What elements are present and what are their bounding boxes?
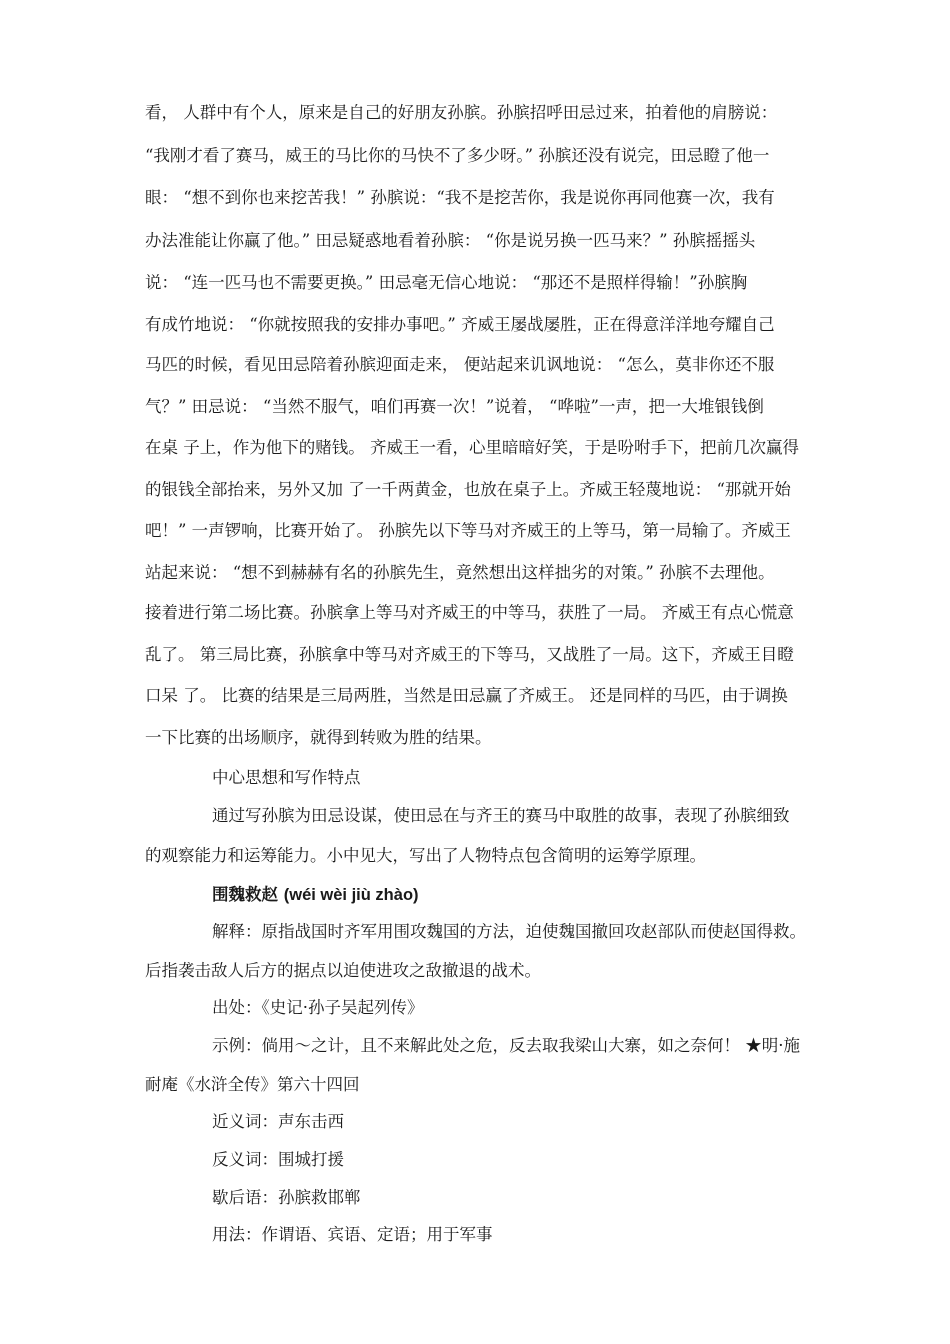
- idiom-usage: 用法：作谓语、宾语、定语；用于军事: [212, 1225, 493, 1244]
- story-line: 办法准能让你赢了他。” 田忌疑惑地看着孙膑： “你是说另换一匹马来？” 孙膑摇摇头: [145, 231, 756, 250]
- summary-line: 的观察能力和运筹能力。小中见大，写出了人物特点包含简明的运筹学原理。: [145, 846, 706, 865]
- story-line: 有成竹地说： “你就按照我的安排办事吧。” 齐威王屡战屡胜，正在得意洋洋地夸耀自己: [145, 315, 775, 334]
- summary-heading: 中心思想和写作特点: [212, 768, 361, 787]
- idiom-xiehouyu: 歇后语：孙膑救邯郸: [212, 1188, 361, 1207]
- story-line: 接着进行第二场比赛。孙膑拿上等马对齐威王的中等马，获胜了一局。 齐威王有点心慌意: [145, 603, 794, 622]
- idiom-title-text: 围魏救赵: [212, 885, 278, 904]
- story-line: 吧！” 一声锣响，比赛开始了。 孙膑先以下等马对齐威王的上等马，第一局输了。齐威王: [145, 521, 791, 540]
- idiom-synonym: 近义词：声东击西: [212, 1112, 344, 1131]
- story-line: 眼： “想不到你也来挖苦我！” 孙膑说：“我不是挖苦你，我是说你再同他赛一次，我有: [145, 188, 775, 207]
- idiom-pinyin: (wéi wèi jiù zhào): [283, 886, 419, 904]
- story-line: 口呆 了。 比赛的结果是三局两胜，当然是田忌赢了齐威王。 还是同样的马匹，由于调换: [145, 686, 788, 705]
- idiom-antonym: 反义词：围城打援: [212, 1150, 344, 1169]
- story-line: 一下比赛的出场顺序，就得到转败为胜的结果。: [145, 728, 492, 747]
- idiom-explanation-line: 解释：原指战国时齐军用围攻魏国的方法，迫使魏国撤回攻赵部队而使赵国得救。: [212, 922, 806, 941]
- story-line: 的银钱全部抬来，另外又加 了一千两黄金，也放在桌子上。齐威王轻蔑地说： “那就开始: [145, 480, 791, 499]
- idiom-example-line: 示例：倘用～之计，且不来解此处之危，反去取我梁山大寨，如之奈何！ ★明·施: [212, 1036, 800, 1055]
- idiom-title: [212, 885, 419, 905]
- story-line: 气？” 田忌说： “当然不服气，咱们再赛一次！”说着， “哗啦”一声，把一大堆银钱倒: [145, 397, 764, 416]
- story-line: 说： “连一匹马也不需要更换。” 田忌毫无信心地说： “那还不是照样得输！”孙膑胸: [145, 273, 748, 292]
- summary-line: 通过写孙膑为田忌设谋，使田忌在与齐王的赛马中取胜的故事，表现了孙膑细致: [212, 806, 790, 825]
- idiom-source: 出处：《史记·孙子吴起列传》: [212, 998, 424, 1017]
- idiom-explanation-line: 后指袭击敌人后方的据点以迫使进攻之敌撤退的战术。: [145, 961, 541, 980]
- idiom-example-line: 耐庵《水浒全传》第六十四回: [145, 1075, 360, 1094]
- story-line: “我刚才看了赛马，威王的马比你的马快不了多少呀。” 孙膑还没有说完，田忌瞪了他一: [145, 146, 770, 165]
- story-line: 在桌 子上，作为他下的赌钱。 齐威王一看，心里暗暗好笑，于是吩咐手下，把前几次赢得: [145, 438, 799, 457]
- story-line: 乱了。 第三局比赛，孙膑拿中等马对齐威王的下等马，又战胜了一局。这下，齐威王目瞪: [145, 645, 794, 664]
- story-line: 站起来说： “想不到赫赫有名的孙膑先生，竟然想出这样拙劣的对策。” 孙膑不去理他。: [145, 563, 775, 582]
- story-line: 马匹的时候，看见田忌陪着孙膑迎面走来， 便站起来讥讽地说： “怎么，莫非你还不服: [145, 355, 775, 374]
- story-line: 看， 人群中有个人，原来是自己的好朋友孙膑。孙膑招呼田忌过来，拍着他的肩膀说：: [145, 103, 778, 122]
